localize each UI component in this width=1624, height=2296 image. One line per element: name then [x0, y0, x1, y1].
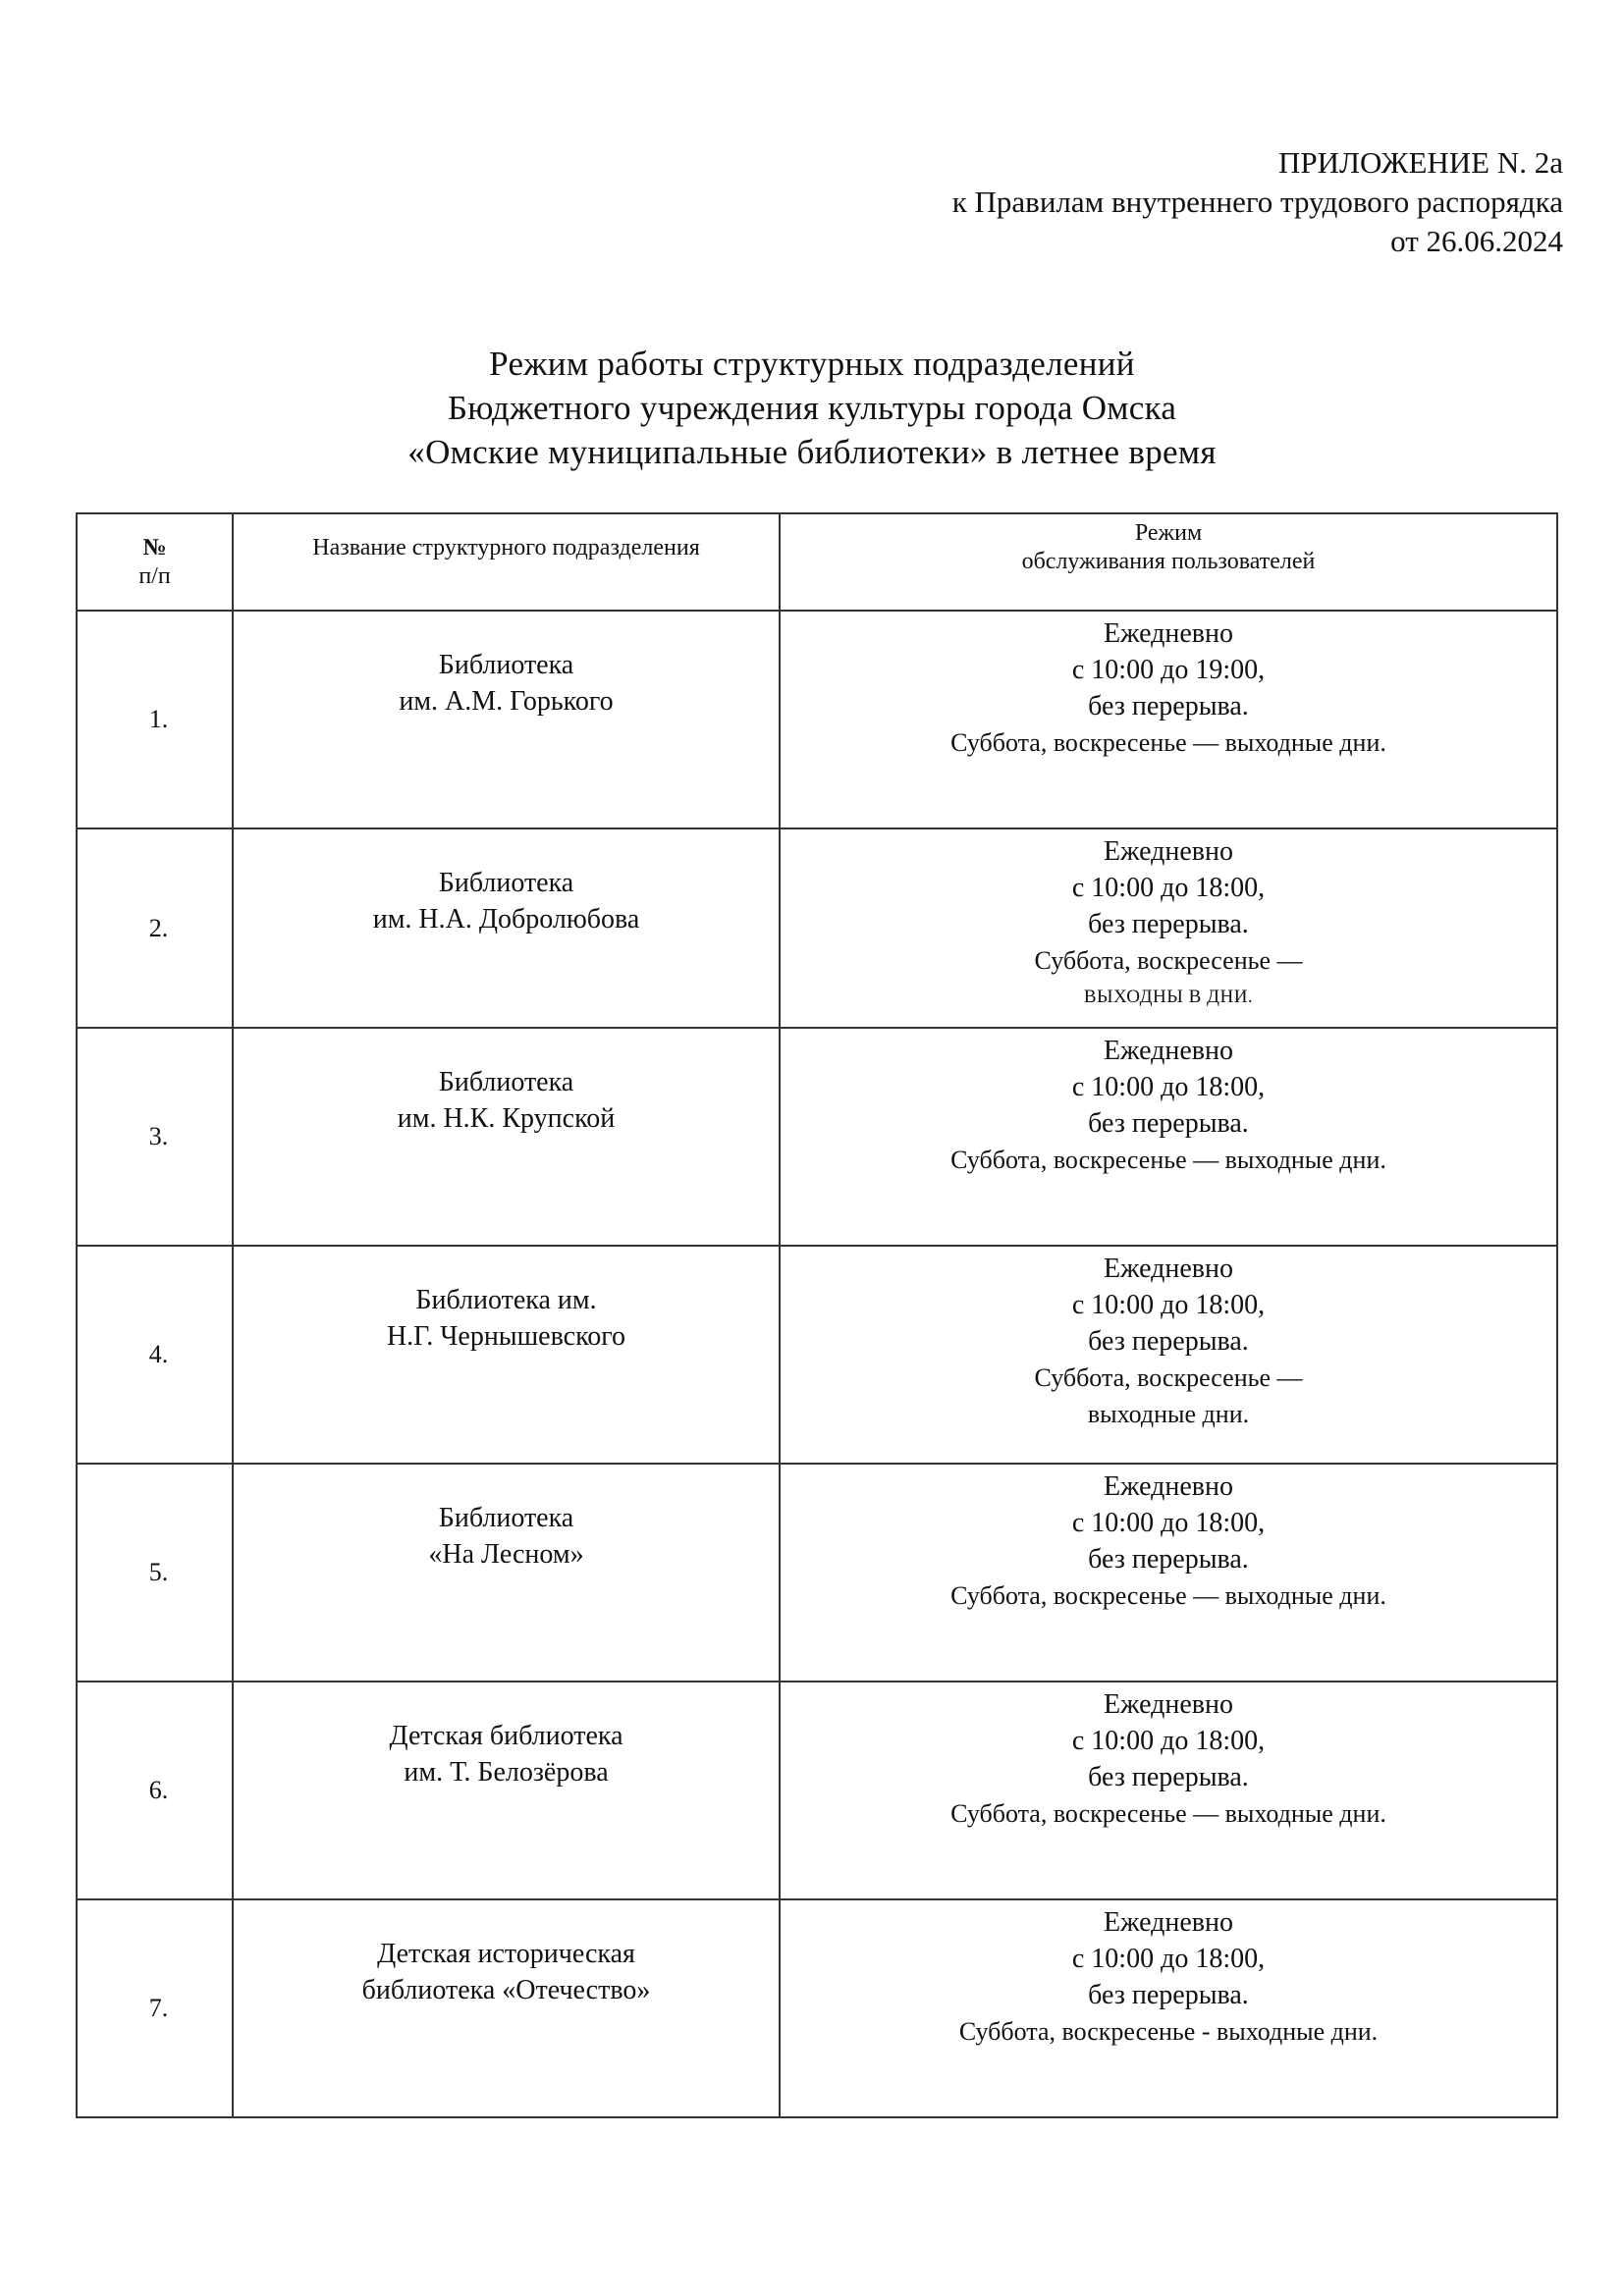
mode-line-4: Суббота, воскресенье — выходные дни. [950, 1146, 1386, 1174]
title-line-1: Режим работы структурных подразделений [489, 345, 1135, 383]
mode-line-2: с 10:00 до 18:00, [1071, 1072, 1266, 1102]
mode-line-5: выходные дни. [1087, 1400, 1250, 1428]
table-row [77, 611, 1557, 828]
row-division-name [233, 828, 780, 1028]
division-name-line-1: Детская историческая [377, 1939, 635, 1969]
division-name-line-2: им. Н.К. Крупской [397, 1103, 616, 1134]
mode-line-4: Суббота, воскресенье — выходные дни. [950, 1581, 1386, 1610]
division-name-line-1: Библиотека [438, 650, 574, 680]
mode-line-2: с 10:00 до 19:00, [1071, 655, 1266, 685]
row-service-mode [780, 1899, 1557, 2117]
schedule-table [76, 512, 1558, 2118]
table-row [77, 1464, 1557, 1682]
title-line-3: «Омские муниципальные библиотеки» в летнее время [407, 433, 1217, 471]
mode-line-1: Ежедневно [1103, 1907, 1233, 1938]
row-service-mode [780, 1028, 1557, 1246]
mode-line-5: ВЫХОДНЫ В ДНИ. [1083, 987, 1254, 1007]
division-name-line-2: библиотека «Отечество» [361, 1975, 651, 2005]
mode-line-1: Ежедневно [1103, 836, 1233, 867]
division-name-line-2: им. Н.А. Добролюбова [372, 904, 640, 934]
row-division-name [233, 1682, 780, 1899]
header-number-sign: № [142, 535, 167, 561]
table-row [77, 1246, 1557, 1464]
mode-line-1: Ежедневно [1103, 1689, 1233, 1720]
division-name-line-1: Библиотека [438, 1067, 574, 1097]
document-title [0, 342, 1624, 474]
mode-line-1: Ежедневно [1103, 1036, 1233, 1066]
header-mode-line-2: обслуживания пользователей [1021, 549, 1316, 574]
mode-line-3: без перерыва. [1088, 1980, 1249, 2010]
header-number [77, 513, 233, 611]
division-name-line-2: Н.Г. Чернышевского [386, 1321, 626, 1352]
table-row [77, 1899, 1557, 2117]
row-division-name [233, 1028, 780, 1246]
row-service-mode [780, 1682, 1557, 1899]
mode-line-4: Суббота, воскресенье — [1034, 1363, 1303, 1392]
row-division-name [233, 1464, 780, 1682]
mode-line-2: с 10:00 до 18:00, [1071, 1944, 1266, 1974]
row-number: 1. [77, 611, 233, 828]
mode-line-4: Суббота, воскресенье — выходные дни. [950, 1799, 1386, 1828]
appendix-date: от 26.06.2024 [1390, 224, 1563, 258]
header-service-mode [780, 513, 1557, 611]
mode-line-3: без перерыва. [1088, 691, 1249, 721]
mode-line-4: Суббота, воскресенье - выходные дни. [958, 2017, 1379, 2046]
appendix-number: ПРИЛОЖЕНИЕ N. 2а [1278, 145, 1563, 180]
mode-line-2: с 10:00 до 18:00, [1071, 873, 1266, 903]
appendix-reference: к Правилам внутреннего трудового распорядка [951, 185, 1563, 219]
mode-line-2: с 10:00 до 18:00, [1071, 1290, 1266, 1320]
table-row [77, 828, 1557, 1028]
division-name-line-2: «На Лесном» [428, 1539, 584, 1570]
mode-line-3: без перерыва. [1088, 1108, 1249, 1139]
row-division-name [233, 1899, 780, 2117]
header-number-sub: п/п [138, 563, 171, 589]
mode-line-1: Ежедневно [1103, 1254, 1233, 1284]
division-name-line-1: Библиотека [438, 868, 574, 898]
division-name-line-2: им. Т. Белозёрова [404, 1757, 609, 1788]
mode-line-2: с 10:00 до 18:00, [1071, 1726, 1266, 1756]
row-number: 2. [77, 828, 233, 1028]
table-header-row [77, 513, 1557, 611]
row-service-mode [780, 1246, 1557, 1464]
row-number: 6. [77, 1682, 233, 1899]
mode-line-4: Суббота, воскресенье — [1034, 946, 1303, 975]
header-division-name: Название структурного подразделения [233, 513, 780, 611]
division-name-line-2: им. А.М. Горького [399, 686, 614, 717]
table-row [77, 1682, 1557, 1899]
header-mode-line-1: Режим [1134, 520, 1203, 546]
row-number: 3. [77, 1028, 233, 1246]
division-name-line-1: Детская библиотека [389, 1721, 623, 1751]
mode-line-3: без перерыва. [1088, 1326, 1249, 1357]
mode-line-1: Ежедневно [1103, 618, 1233, 649]
mode-line-2: с 10:00 до 18:00, [1071, 1508, 1266, 1538]
row-number: 4. [77, 1246, 233, 1464]
row-number: 7. [77, 1899, 233, 2117]
row-service-mode [780, 1464, 1557, 1682]
title-line-2: Бюджетного учреждения культуры города Омска [447, 389, 1177, 427]
row-number: 5. [77, 1464, 233, 1682]
mode-line-4: Суббота, воскресенье — выходные дни. [950, 728, 1386, 757]
division-name-line-1: Библиотека [438, 1503, 574, 1533]
mode-line-3: без перерыва. [1088, 1762, 1249, 1792]
row-division-name [233, 1246, 780, 1464]
mode-line-3: без перерыва. [1088, 909, 1249, 939]
table-row [77, 1028, 1557, 1246]
row-service-mode [780, 611, 1557, 828]
division-name-line-1: Библиотека им. [415, 1285, 597, 1315]
mode-line-1: Ежедневно [1103, 1471, 1233, 1502]
row-service-mode [780, 828, 1557, 1028]
mode-line-3: без перерыва. [1088, 1544, 1249, 1575]
row-division-name [233, 611, 780, 828]
appendix-header [679, 143, 1563, 261]
